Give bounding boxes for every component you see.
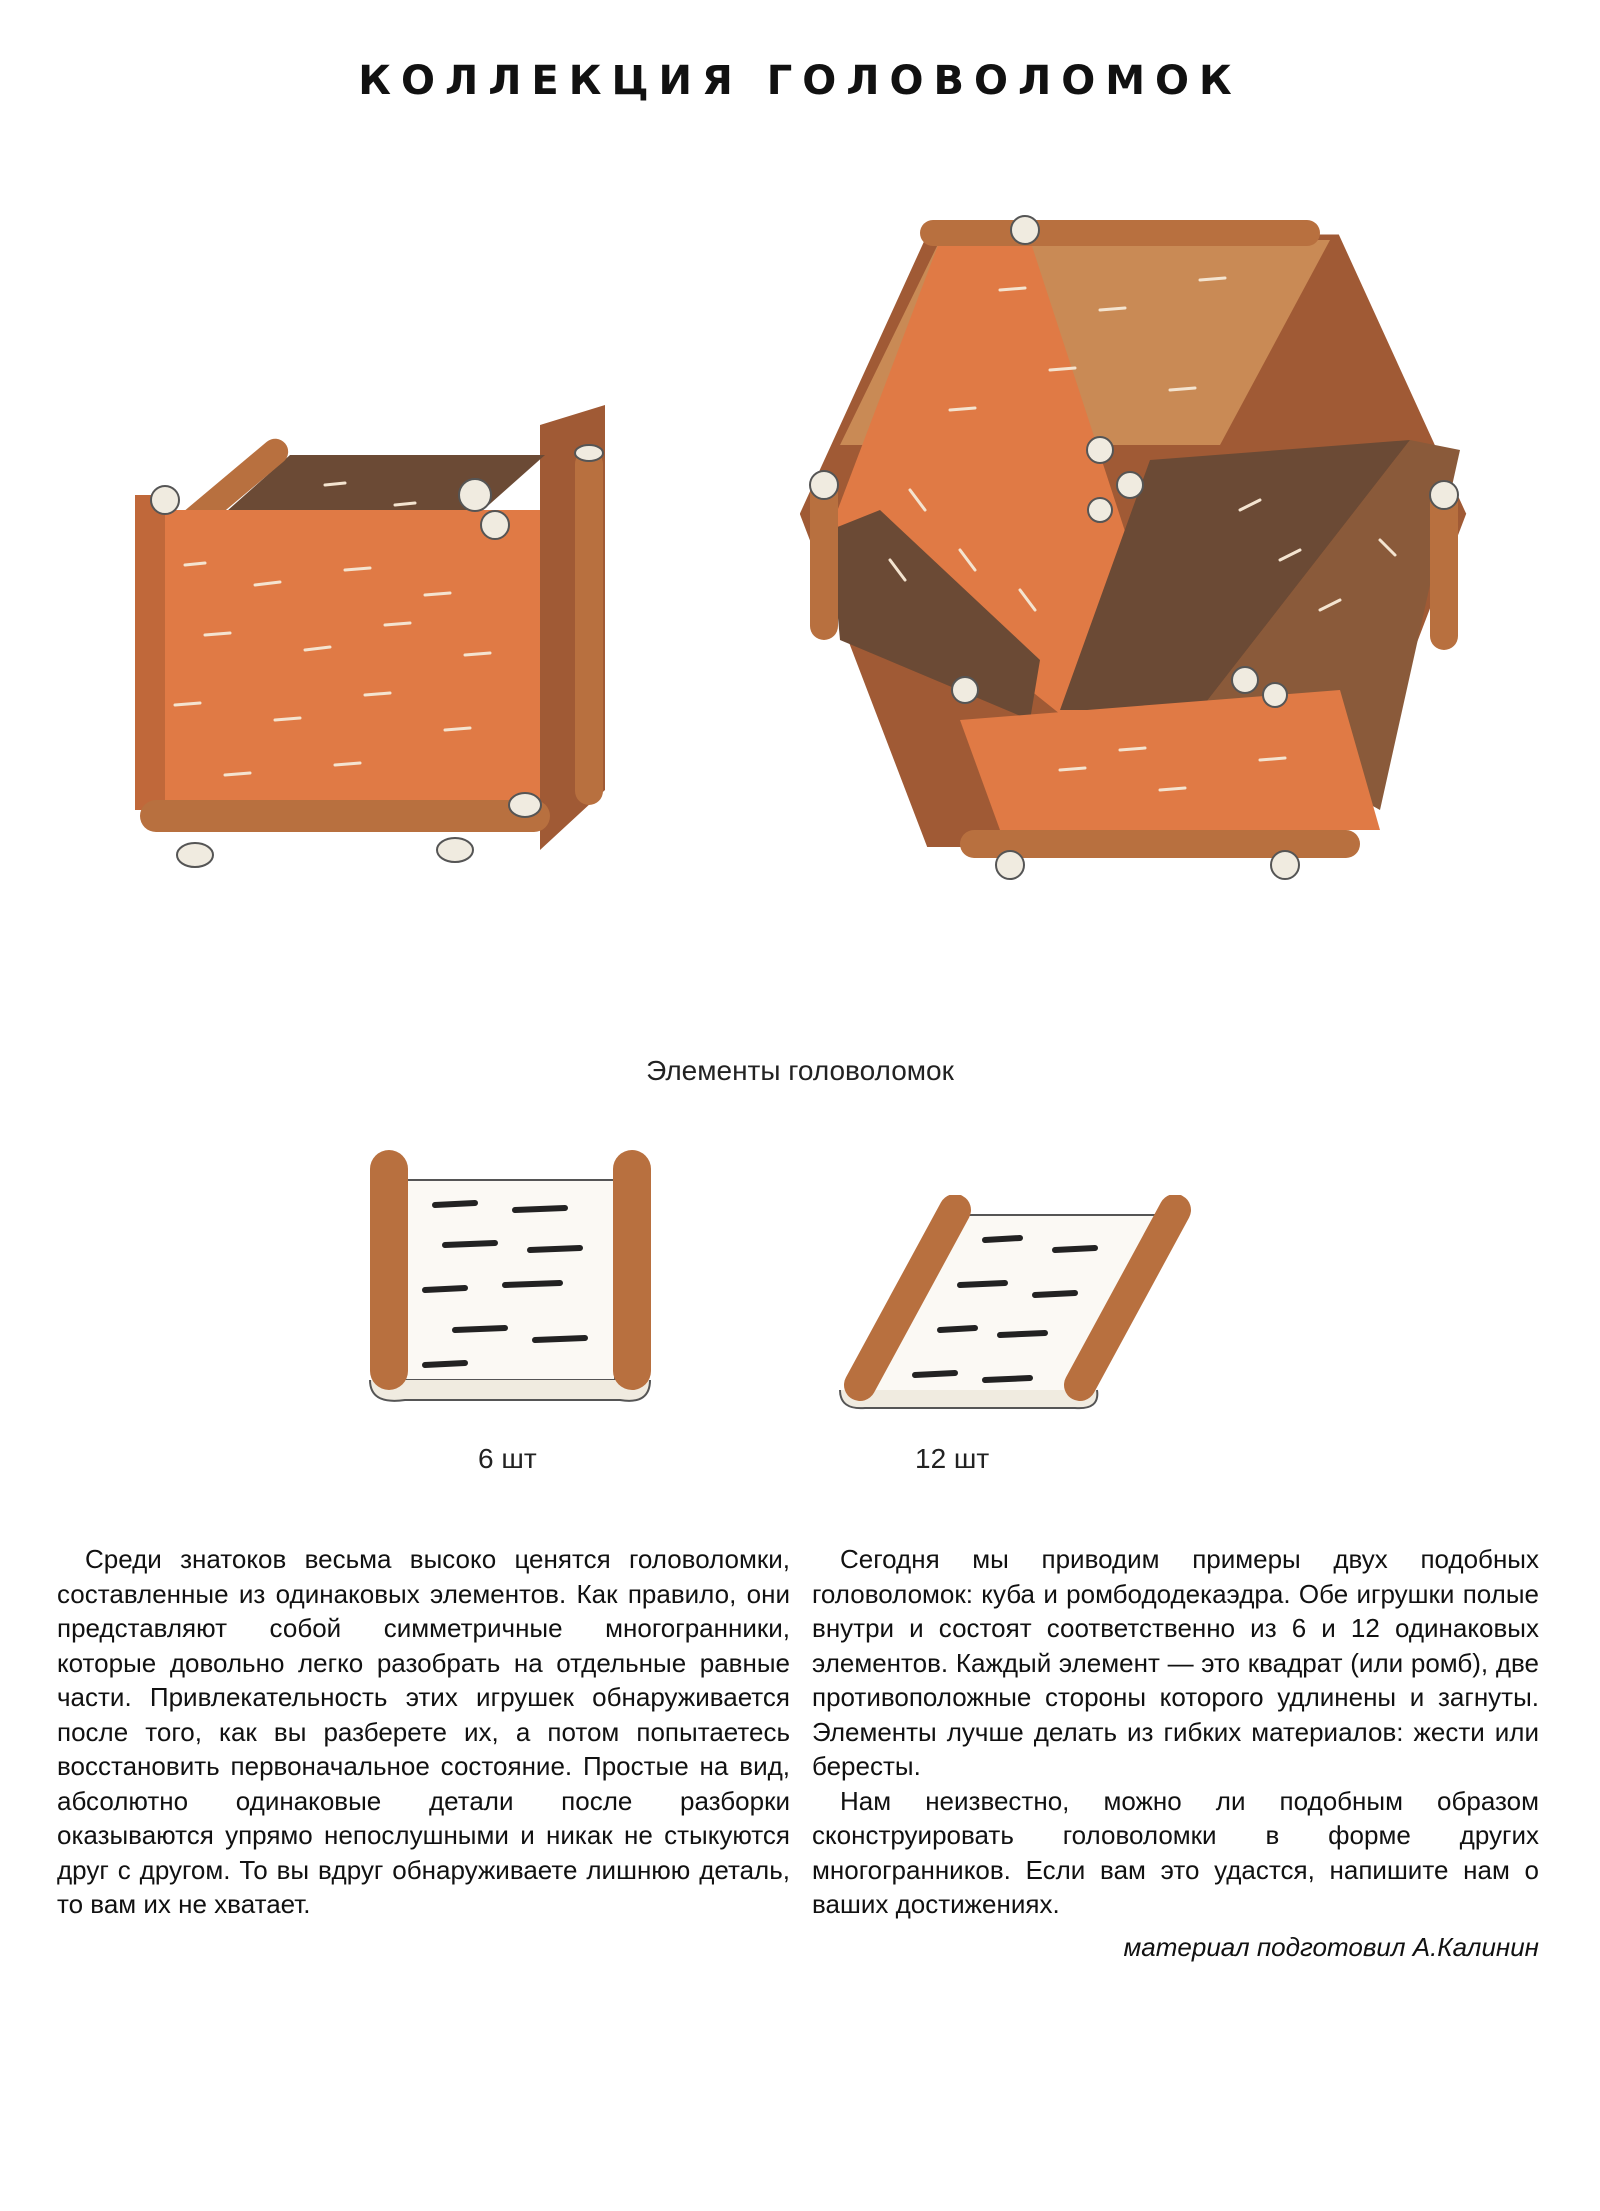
right-paragraph-1: Сегодня мы приводим примеры двух подобных головоломок: куба и ромбододекаэдра. Обе игрушки полые внутри и состоят соответственно из 6 и 12 одинаковых элементов. Каждый элемент — это квадрат (или ромб), две противоположные стороны которого удлинены и загнуты. Элементы лучше делать из гибких материалов: жести или бересты.	[812, 1544, 1539, 1781]
square-right-roll	[613, 1150, 651, 1390]
cube-bottom-roll	[140, 800, 550, 832]
author-signature: материал подготовил А.Калинин	[1123, 1931, 1539, 1962]
rhombus-count-label: 12 шт	[915, 1443, 990, 1474]
square-element-illustration	[365, 1150, 665, 1420]
square-left-roll	[370, 1150, 408, 1390]
elements-caption: Элементы головоломок	[646, 1055, 954, 1086]
left-text-column	[57, 1542, 790, 1922]
dodeca-top-roll	[920, 220, 1320, 246]
dodecahedron-puzzle-illustration	[800, 210, 1480, 890]
rhombus-element-illustration	[835, 1195, 1205, 1420]
cube-right-roll	[575, 450, 603, 805]
left-paragraph: Среди знатоков весьма высоко ценятся головоломки, составленные из одинаковых элементов. Как правило, они представляют собой симметричные многогранники, которые довольно легко разобрать на отдельные равные части. Привлекательность этих игрушек обнаруживается после того, как вы разберете их, а потом попытаетесь восстановить первоначальное состояние. Простые на вид, абсолютно одинаковые детали после разборки оказываются упрямо непослушными и никак не стыкуются друг с другом. То вы вдруг обнаруживаете лишнюю деталь, то вам их не хватает.	[57, 1544, 790, 1919]
cube-puzzle-illustration	[125, 385, 625, 875]
right-paragraph-2: Нам неизвестно, можно ли подобным образом сконструировать головоломки в форме других многогранников. Если вам это удастся, напишите нам о ваших достижениях.	[812, 1785, 1539, 1919]
right-text-column	[812, 1542, 1539, 1964]
dodeca-bottom-roll	[960, 830, 1360, 858]
page-title: КОЛЛЕКЦИЯ ГОЛОВОЛОМОК	[358, 58, 1242, 104]
square-count-label: 6 шт	[478, 1443, 537, 1474]
